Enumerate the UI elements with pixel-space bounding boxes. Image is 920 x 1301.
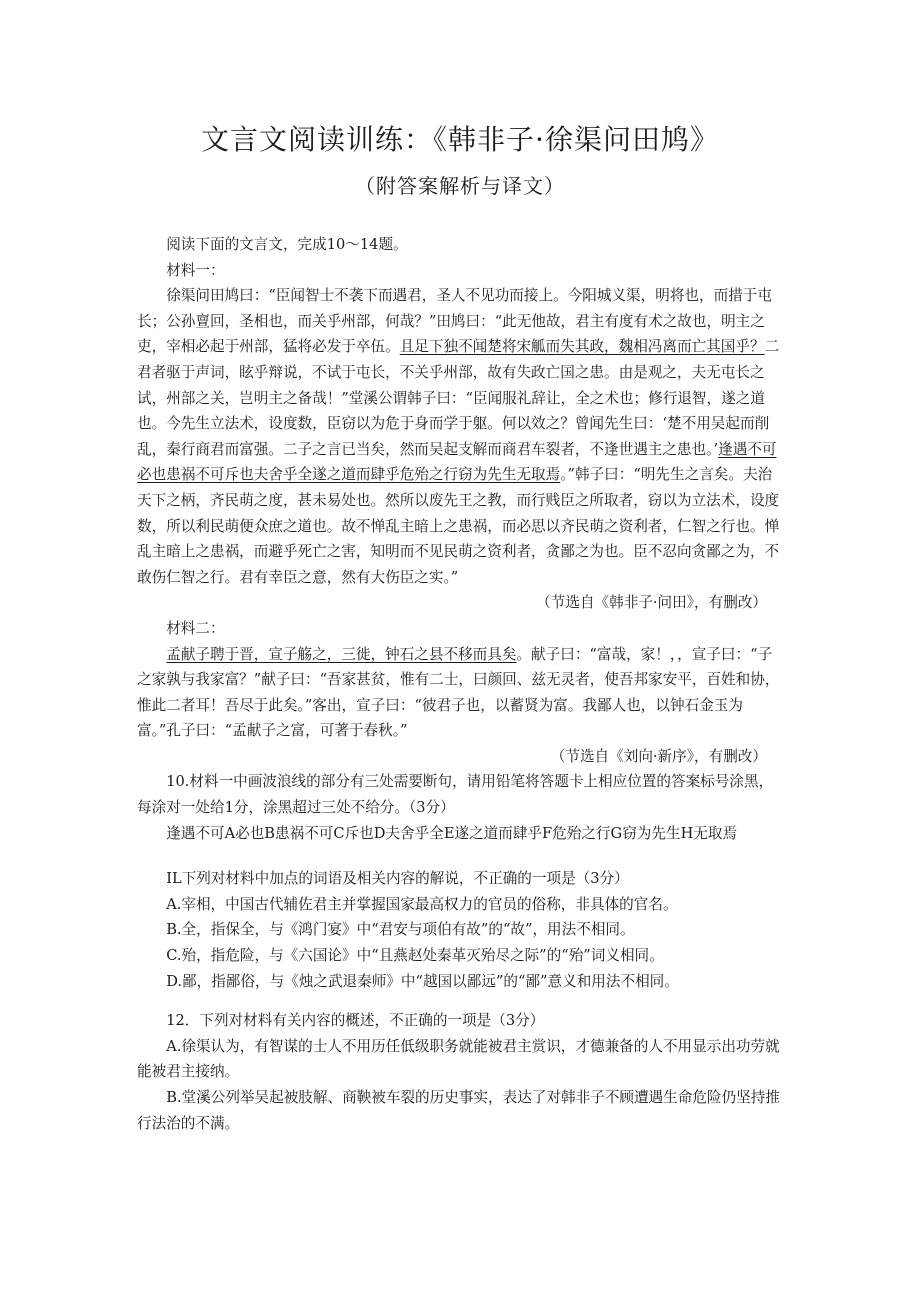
material1-paragraph [137,283,785,590]
question-10: 10.材料一中画波浪线的部分有三处需要断句，请用铅笔将答题卡上相应位置的答案标号涂黑，每涂对一处给1分，涂黑超过三处不给分。（3分） [137,773,774,817]
document-body [137,232,785,1136]
material2-label: 材料二： [166,619,225,637]
material1-wavy-line-passage: 逢遇不可必也患祸不可斥也夫舍乎全遂之道而肆乎危殆之行窃为先生无取焉 [137,440,777,484]
page-title: 文言文阅读训练：《韩非子·徐渠问田鸠》 [201,123,719,156]
material2-underlined-sentence: 孟献子聘于晋，宣子觞之，三徙，钟石之县不移而具矣 [166,645,517,663]
material2-source: （节选自《刘向·新序》，有删改） [550,747,767,765]
question-11-option-a: A.宰相，中国古代辅佐君主并掌握国家最高权力的官员的俗称，非具体的官名。 [166,895,678,913]
question-12: 12．下列对材料有关内容的概述，不正确的一项是（3分） [166,1012,545,1030]
material1-text-a: 徐渠问田鸠曰：“臣闻智士不袭下而遇君，圣人不见功而接上。今阳城义渠，明将也，而措于屯长；公孙亶回，圣相也，而关乎州部，何哉？”田鸠曰：“此无他故，君主有度有术之故也，明主之吏，宰相必起于州部，猛将必发于卒伍。 [137,287,772,356]
question-11-option-c: C.殆，指危险，与《六国论》中“且燕赵处秦革灭殆尽之际”的“殆”词义相同。 [166,947,664,965]
question-11-option-b: B.全，指保全，与《鸿门宴》中“君安与项伯有故”的“故”，用法不相同。 [166,921,635,939]
material2-text: 。献子曰：“富哉，家！，，宣子曰：“子之家孰与我家富？”献子曰：“吾家甚贫，惟有二士，曰颜回、兹无灵者，使吾邦家安平，百姓和协，惟此二者耳！吾尽于此矣。”客出，宣子曰：“彼君子也，以蓄贤为富。我鄙人也，以钟石金玉为富。”孔子曰：“孟献子之富，可著于春秋。” [137,645,780,740]
question-10-break-line: 逢遇不可A必也B患祸不可C斥也D夫舍乎全E遂之道而肆乎F危殆之行G窃为先生H无取焉 [166,824,738,842]
page-subtitle: （附答案解析与译文） [355,174,565,198]
question-12-option-b: B.堂溪公列举吴起被肢解、商鞅被车裂的历史事实，表达了对韩非子不顾遭遇生命危险仍坚持推行法治的不满。 [137,1089,780,1132]
instruction-text: 阅读下面的文言文，完成10～14题。 [166,236,408,253]
question-11: IL下列对材料中加点的词语及相关内容的解说，不正确的一项是（3分） [166,870,629,888]
material1-source: （节选自《韩非子·问田》，有删改） [536,594,767,612]
question-11-option-d: D.鄙，指鄙俗，与《烛之武退秦师》中“越国以鄙远”的“鄙”意义和用法不相同。 [166,972,679,990]
material1-label: 材料一： [166,261,225,279]
question-12-option-a: A.徐渠认为，有智谋的士人不用历任低级职务就能被君主赏识，才德兼备的人不用显示出功劳就能被君主接纳。 [137,1037,780,1081]
material2-paragraph [137,642,785,744]
material1-text-c: 。”韩子曰：“明先生之言矣。夫治天下之柄，齐民萌之度，甚未易处也。然所以废先王之教，而行贱臣之所取者，窃以为立法术，设度数，所以利民萌便众庶之道也。故不惮乱主暗上之患祸，而必思以齐民萌之资利者，仁智之行也。惮乱主暗上之患祸，而避乎死亡之害，知明而不见民萌之资利者，贪鄙之为也。臣不忍向贪鄙之为，不敢伤仁智之行。君有幸臣之意，然有大伤臣之实。” [137,466,780,586]
material1-text-b: 二君者驱于声词，眩乎辩说，不试于屯长，不关乎州部，故有失政亡国之患。由是观之，夫无屯长之试，州部之关，岂明主之备哉！”堂溪公谓韩子曰：“臣闻服礼辞让，全之术也；修行退智，遂之道也。今先生立法术，设度数，臣窃以为危于身而学于躯。何以效之？曾闻先生曰：‘楚不用吴起而削乱，秦行商君而富强。二子之言已当矣，然而吴起支解而商君车裂者，不逢世遇主之患也。’ [137,338,780,458]
material1-underlined-sentence-1: 且足下独不闻楚将宋觚而失其政，魏相冯离而亡其国乎？ [399,338,765,356]
